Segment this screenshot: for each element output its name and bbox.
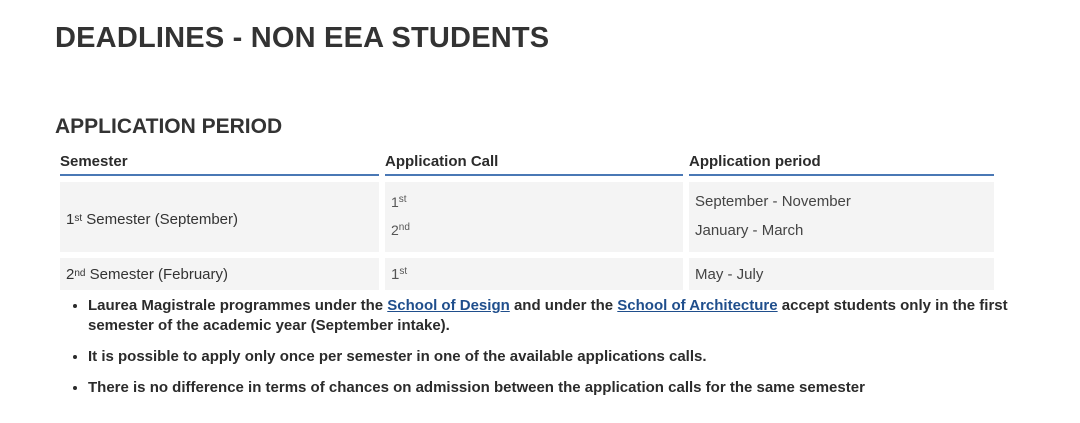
call-cell — [385, 182, 683, 252]
semester-number: 2 — [66, 265, 75, 283]
semester-label: Semester (February) — [85, 265, 229, 283]
school-of-design-link[interactable]: School of Design — [387, 297, 510, 314]
table-row — [60, 182, 996, 252]
table-header — [60, 152, 996, 176]
page-title: DEADLINES - NON EEA STUDENTS — [55, 22, 550, 54]
section-title: APPLICATION PERIOD — [55, 115, 283, 138]
period-entry: January - March — [695, 222, 804, 239]
call-cell — [385, 258, 683, 290]
period-cell — [689, 182, 994, 252]
table-row — [60, 258, 996, 290]
period-entry: May - July — [695, 265, 764, 283]
call-entry: 1st — [391, 194, 407, 210]
semester-number: 1 — [66, 210, 75, 228]
list-item: • It is possible to apply only once per semester in one of the available applications calls. — [88, 347, 1028, 367]
application-period-table — [60, 152, 996, 290]
school-of-architecture-link[interactable]: School of Architecture — [617, 297, 778, 314]
period-cell — [689, 258, 994, 290]
call-entry: 1st — [391, 265, 408, 283]
period-entry: September - November — [695, 193, 851, 210]
notes-list — [70, 296, 1028, 409]
header-application-call: Application Call — [385, 152, 683, 176]
header-application-period: Application period — [689, 152, 994, 176]
semester-cell: 2 nd Semester (February) — [60, 258, 379, 290]
list-item: • Laurea Magistrale programmes under the School of Design and under the School of Architecture accept students only in the first semester of the academic year (September intake). — [88, 296, 1028, 336]
list-item: • There is no difference in terms of chances on admission between the application calls for the same semester — [88, 378, 1028, 398]
semester-cell: 1 st Semester (September) — [60, 182, 379, 252]
header-semester: Semester — [60, 152, 379, 176]
semester-label: Semester (September) — [82, 210, 239, 228]
call-entry: 2nd — [391, 222, 410, 238]
